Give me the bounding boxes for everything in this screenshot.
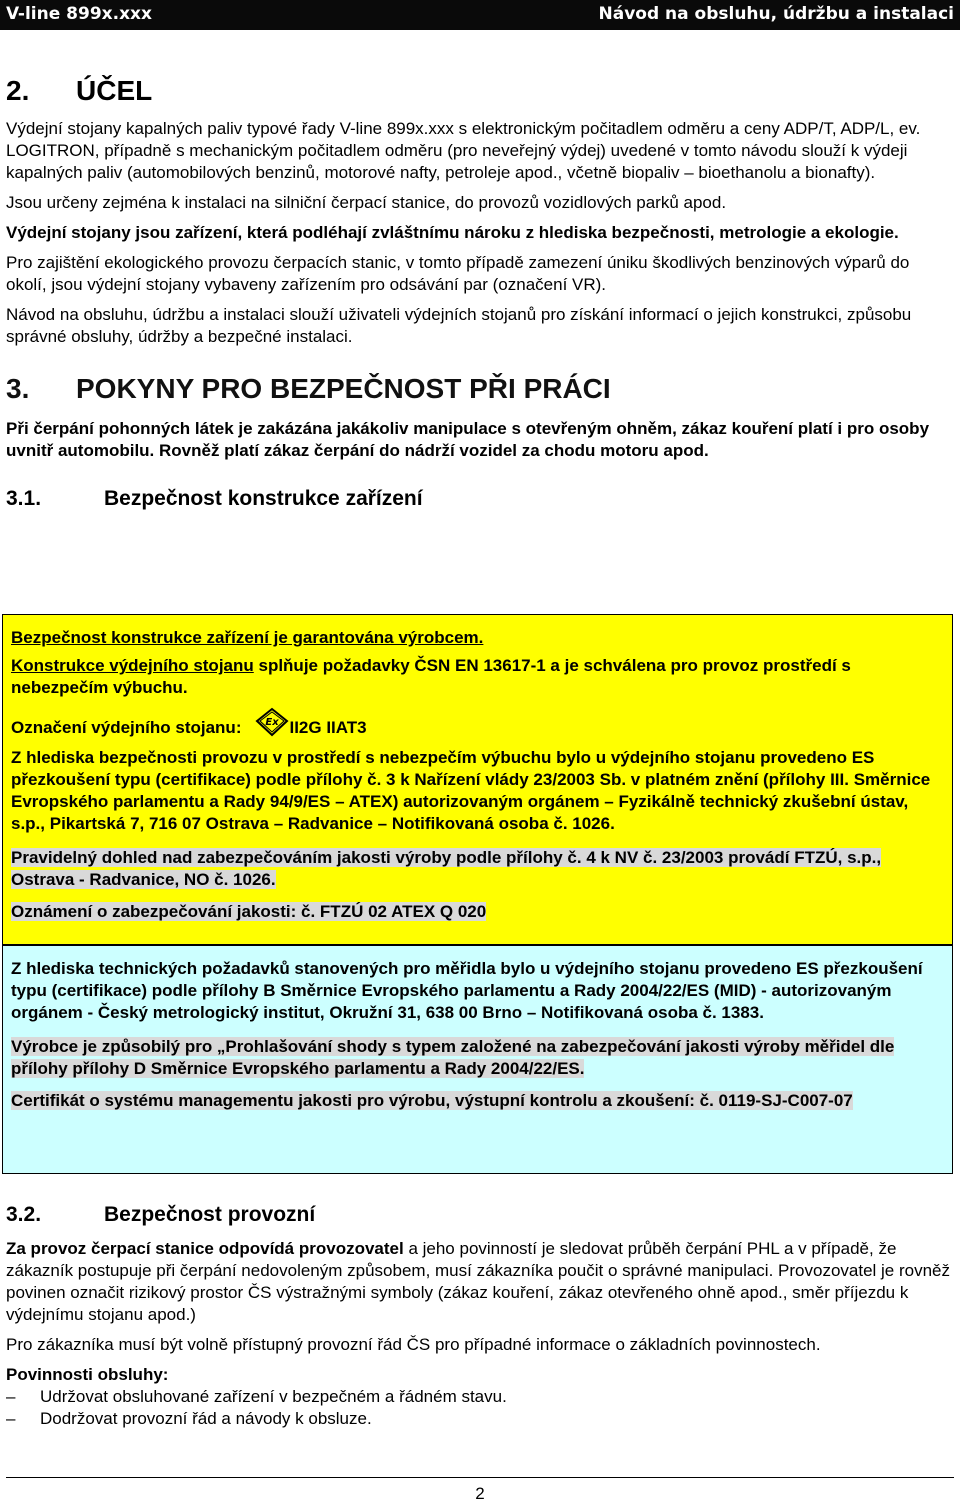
- footer-rule: [6, 1477, 954, 1478]
- box-line: Bezpečnost konstrukce zařízení je garantována výrobcem.: [11, 628, 484, 647]
- paragraph: Výdejní stojany kapalných paliv typové řady V-line 899x.xxx s elektronickým počitadlem odměru a ceny ADP/T, ADP/L, ev. LOGITRON, případně s mechanickým počitadlem odměru (pro neveřejný výdej) uvedené v tomto návodu slouží k výdeji kapalných paliv (automobilových benzinů, motorové nafty, petroleje apod., včetně biopaliv – bioethanolu a bionafty).: [6, 119, 921, 182]
- metrology-certification-box: [2, 945, 953, 1174]
- header-product: V-line 899x.xxx: [6, 4, 152, 24]
- section-heading-ucel: 2. ÚČEL: [6, 75, 153, 106]
- box-line: Výrobce je způsobilý pro „Prohlašování shody s typem založené na zabezpečování jakosti výroby měřidel dle přílohy přílohy D Směrnice Evropského parlamentu a Rady 2004/22/ES.: [11, 1037, 895, 1078]
- box-line: Z hlediska bezpečnosti provozu v prostředí s nebezpečím výbuchu bylo u výdejního stojanu provedeno ES přezkoušení typu (certifikace) podle přílohy č. 3 k Nařízení vlády 23/2003 Sb. v platném znění (přílohy III. Směrnice Evropského parlamentu a Rady 94/9/ES – ATEX) autorizovaným orgánem – Fyzikálně technický zkušební ústav, s.p., Pikartská 7, 716 07 Ostrava – Radvanice – Notifikovaná osoba č. 1026.: [11, 748, 931, 833]
- page-number: 2: [475, 1484, 485, 1503]
- list-item: – Dodržovat provozní řád a návody k obsluze.: [6, 1409, 372, 1428]
- paragraph: Povinnosti obsluhy:: [6, 1365, 169, 1384]
- svg-text:Ex: Ex: [265, 717, 280, 728]
- duties-list: [6, 1386, 954, 1430]
- ex-explosion-protection-icon: [255, 707, 289, 737]
- page-header: [0, 0, 960, 30]
- safety-certification-box: [2, 614, 953, 945]
- box-line: Konstrukce výdejního stojanu splňuje požadavky ČSN EN 13617-1 a je schválena pro provoz prostředí s nebezpečím výbuchu.: [11, 656, 851, 697]
- paragraph: Za provoz čerpací stanice odpovídá provozovatel a jeho povinností je sledovat průběh čerpání PHL a v případě, že zákazník postupuje při čerpání nedovoleným způsobem, musí zákazníka poučit o správné manipulaci. Provozovatel je rovněž povinen označit rizikový prostor ČS výstražnými symboly (zákaz kouření, zákaz otevřeného ohně apod., směr příjezdu k výdejnímu stojanu apod.): [6, 1239, 951, 1324]
- box-line: Certifikát o systému managementu jakosti pro výrobu, výstupní kontrolu a zkoušení: č. 0119-SJ-C007-07: [11, 1091, 853, 1110]
- page-content-lower: [6, 1200, 954, 1430]
- subsection-heading-konstrukce: 3.1. Bezpečnost konstrukce zařízení: [6, 487, 423, 510]
- paragraph: Pro zajištění ekologického provozu čerpacích stanic, v tomto případě zamezení úniku škodlivých benzinových výparů do okolí, jsou výdejní stojany vybaveny zařízením pro odsávání par (označení VR).: [6, 253, 910, 294]
- header-doc-title: Návod na obsluhu, údržbu a instalaci: [598, 4, 954, 24]
- box-line: Označení výdejního stojanu: Ex II2G IIAT3: [11, 707, 944, 739]
- list-item: – Udržovat obsluhované zařízení v bezpečném a řádném stavu.: [6, 1387, 507, 1406]
- paragraph: Jsou určeny zejména k instalaci na silniční čerpací stanice, do provozů vozidlových parků apod.: [6, 193, 727, 212]
- paragraph: Výdejní stojany jsou zařízení, která podléhají zvláštnímu nároku z hlediska bezpečnosti, metrologie a ekologie.: [6, 223, 899, 242]
- paragraph: Návod na obsluhu, údržbu a instalaci slouží uživateli výdejních stojanů pro získání informací o jejich konstrukci, způsobu správné obsluhy, údržby a bezpečné instalaci.: [6, 305, 912, 346]
- box-line: Pravidelný dohled nad zabezpečováním jakosti výroby podle přílohy č. 4 k NV č. 23/2003 provádí FTZÚ, s.p., Ostrava - Radvanice, NO č. 1026.: [11, 848, 882, 889]
- box-line: Oznámení o zabezpečování jakosti: č. FTZÚ 02 ATEX Q 020: [11, 902, 487, 921]
- section-heading-pokyny: 3. POKYNY PRO BEZPEČNOST PŘI PRÁCI: [6, 373, 611, 404]
- page-content: [6, 30, 954, 514]
- box-line: Z hlediska technických požadavků stanovených pro měřidla bylo u výdejního stojanu provedeno ES přezkoušení typu (certifikace) podle přílohy B Směrnice Evropského parlamentu a Rady 2004/22/ES (MID) - autorizovaným orgánem - Český metrologický institut, Okružní 31, 638 00 Brno – Notifikovaná osoba č. 1383.: [11, 959, 923, 1022]
- subsection-heading-provozni: 3.2. Bezpečnost provozní: [6, 1203, 316, 1226]
- paragraph: Pro zákazníka musí být volně přístupný provozní řád ČS pro případné informace o základních povinnostech.: [6, 1335, 821, 1354]
- paragraph: Při čerpání pohonných látek je zakázána jakákoliv manipulace s otevřeným ohněm, zákaz kouření platí i pro osoby uvnitř automobilu. Rovněž platí zákaz čerpání do nádrží vozidel za chodu motoru apod.: [6, 419, 930, 460]
